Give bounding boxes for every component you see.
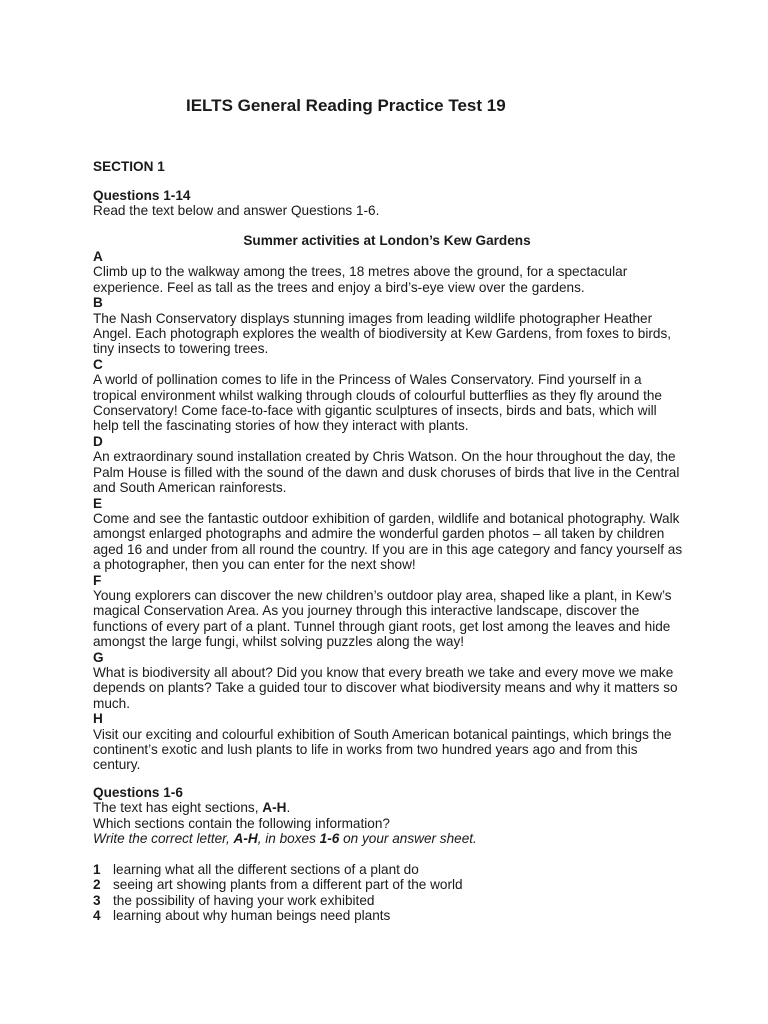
section-g [93, 650, 683, 712]
question-text: seeing art showing plants from a different part of the world [113, 877, 463, 893]
question-item [93, 908, 693, 923]
section-letter: A [93, 249, 103, 264]
section-text: What is biodiversity all about? Did you know that every breath we take and every move we make depends on plants? Take a guided tour to discover what biodiversity means and why it matters so much. [93, 664, 678, 711]
section-text: An extraordinary sound installation created by Chris Watson. On the hour throughout the day, the Palm House is filled with the sound of the dawn and dusk choruses of birds that live in the Central and South American rainforests. [93, 449, 680, 496]
section-label: SECTION 1 [93, 159, 165, 174]
section-e [93, 496, 683, 573]
intro-text: Read the text below and answer Questions 1-6. [93, 203, 380, 219]
question-text: the possibility of having your work exhibited [113, 892, 375, 908]
instructions-header: Questions 1-6 [93, 785, 183, 800]
question-item [93, 893, 693, 908]
question-number: 3 [93, 892, 101, 908]
question-text: learning about why human beings need plants [113, 908, 391, 924]
section-letter: E [93, 495, 103, 511]
instructions-line-3: Write the correct letter, A-H, in boxes 1-6 on your answer sheet. [93, 831, 477, 847]
section-letter: H [93, 711, 103, 727]
section-text: The Nash Conservatory displays stunning images from leading wildlife photographer Heather Angel. Each photograph explores the wealth of biodiversity at Kew Gardens, from foxes to birds, tiny insects to towering trees. [93, 310, 672, 357]
section-letter: G [93, 649, 104, 665]
page-title: IELTS General Reading Practice Test 19 [186, 96, 506, 115]
question-list [93, 862, 693, 924]
section-text: Come and see the fantastic outdoor exhibition of garden, wildlife and botanical photography. Walk amongst enlarged photographs and admire the wonderful garden photos – all taken by children aged 16 and under from all round the country. If you are in this age category and fancy yourself as a photographer, then you can enter for the next show! [93, 510, 683, 573]
section-a [93, 249, 683, 295]
passage-title: Summer activities at London’s Kew Gardens [243, 233, 531, 248]
section-letter: B [93, 295, 103, 311]
question-number: 4 [93, 908, 101, 924]
section-text: Climb up to the walkway among the trees, 18 metres above the ground, for a spectacular experience. Feel as tall as the trees and enjoy a bird’s-eye view over the gardens. [93, 264, 628, 295]
section-letter: F [93, 572, 102, 588]
section-d [93, 434, 683, 496]
questions-header: Questions 1-14 [93, 188, 191, 203]
section-b [93, 295, 683, 357]
instructions-line-1: The text has eight sections, A-H. [93, 800, 291, 816]
section-h [93, 711, 683, 773]
section-c [93, 357, 683, 434]
section-text: A world of pollination comes to life in the Princess of Wales Conservatory. Find yourself in a tropical environment whilst walking through clouds of colourful butterflies as they fly around the Conservatory! Come face-to-face with gigantic sculptures of insects, birds and bats, which will help tell the fascinating stories of how they interact with plants. [93, 372, 662, 434]
passage [93, 249, 683, 773]
instructions-line-2: Which sections contain the following information? [93, 815, 390, 831]
question-text: learning what all the different sections of a plant do [113, 862, 419, 877]
section-text: Visit our exciting and colourful exhibition of South American botanical paintings, which brings the continent’s exotic and lush plants to life in works from two hundred years ago and from this century. [93, 726, 672, 773]
instructions [93, 785, 693, 847]
questions-intro [93, 188, 693, 219]
question-item [93, 862, 693, 877]
question-number: 2 [93, 877, 101, 893]
section-letter: D [93, 433, 103, 449]
section-letter: C [93, 356, 103, 372]
section-text: Young explorers can discover the new children’s outdoor play area, shaped like a plant, in Kew’s magical Conservation Area. As you journey through this interactive landscape, discover the functions of every part of a plant. Tunnel through giant roots, get lost among the leaves and hide amongst the large fungi, whilst solving puzzles along the way! [93, 587, 672, 650]
question-item [93, 877, 693, 892]
question-number: 1 [93, 862, 101, 877]
section-f [93, 573, 683, 650]
